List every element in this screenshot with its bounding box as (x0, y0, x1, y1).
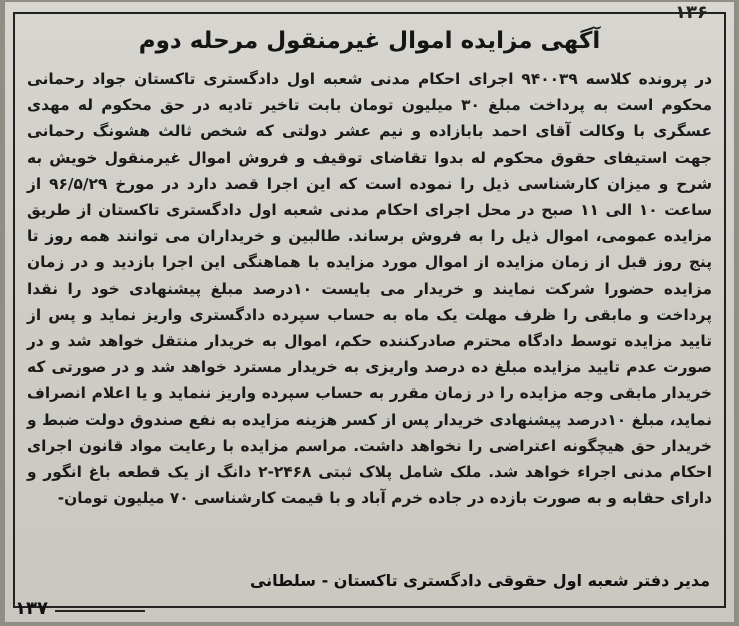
notice-title: آگهی مزایده اموال غیرمنقول مرحله دوم (138, 28, 601, 54)
notice-body: در پرونده کلاسه ۹۴۰۰۳۹ اجرای احکام مدنی شعبه اول دادگستری تاکستان جواد رحمانی محکوم است به پرداخت مبلغ ۳۰ میلیون تومان بابت تاخیر تادیه در حق محکوم له مهدی عسگری با وکالت آقای احمد بابازاده و نیم عشر دولتی که شخص ثالث هشونگ رحمانی جهت استیفای حقوق محکوم له بدوا تقاضای توقیف و فروش اموال غیرمنقول خویش به شرح و میزان کارشناسی ذیل را نموده است که این اجرا قصد دارد در مورخ ۹۶/۵/۲۹ از ساعت ۱۰ الی ۱۱ صبح در محل اجرای احکام مدنی شعبه اول دادگستری تاکستان از طریق مزایده عمومی، اموال ذیل را به فروش برساند. طالبین و خریداران می توانند همه روز تا پنج روز قبل از زمان مزایده از اموال مورد مزایده با هماهنگی این اجرا بازدید و در زمان مزایده حضورا شرکت نمایند و خریدار می بایست ۱۰درصد مبلغ پیشنهادی خود را نقدا پرداخت و مابقی را ظرف مهلت یک ماه به حساب سپرده دادگستری واریز نماید و پس از تایید مزایده توسط دادگاه محترم صادرکننده حکم، اموال به خریدار منتقل خواهد شد و در صورت عدم تایید مزایده مبلغ ده درصد واریزی به خریدار مسترد خواهد شد و در صورتی که خریدار مابقی وجه مزایده را در زمان مقرر به حساب سپرده واریز ننماید و یا اعلام انصراف نماید، مبلغ ۱۰درصد پیشنهادی خریدار پس از کسر هزینه مزایده به نفع صندوق دولت ضبط و خریدار حق هیچگونه اعتراضی را نخواهد داشت. مراسم مزایده با رعایت مواد قانون اجرای احکام مدنی اجراء خواهد شد. ملک شامل پلاک ثبتی ۲۴۶۸-۲ دانگ از یک قطعه باغ انگور و دارای حقابه و به صورت بازده در جاده خرم آباد و با قیمت کارشناسی ۷۰ میلیون تومان- (27, 70, 713, 508)
newspaper-clipping (5, 2, 734, 622)
notice-signature: مدیر دفتر شعبه اول حقوقی دادگستری تاکستان - سلطانی (249, 571, 710, 590)
previous-item-number: ۱۳۶ (675, 2, 708, 23)
item-number-rule (55, 610, 145, 612)
notice-frame (13, 2, 726, 608)
item-number: ۱۳۷ (15, 598, 48, 619)
